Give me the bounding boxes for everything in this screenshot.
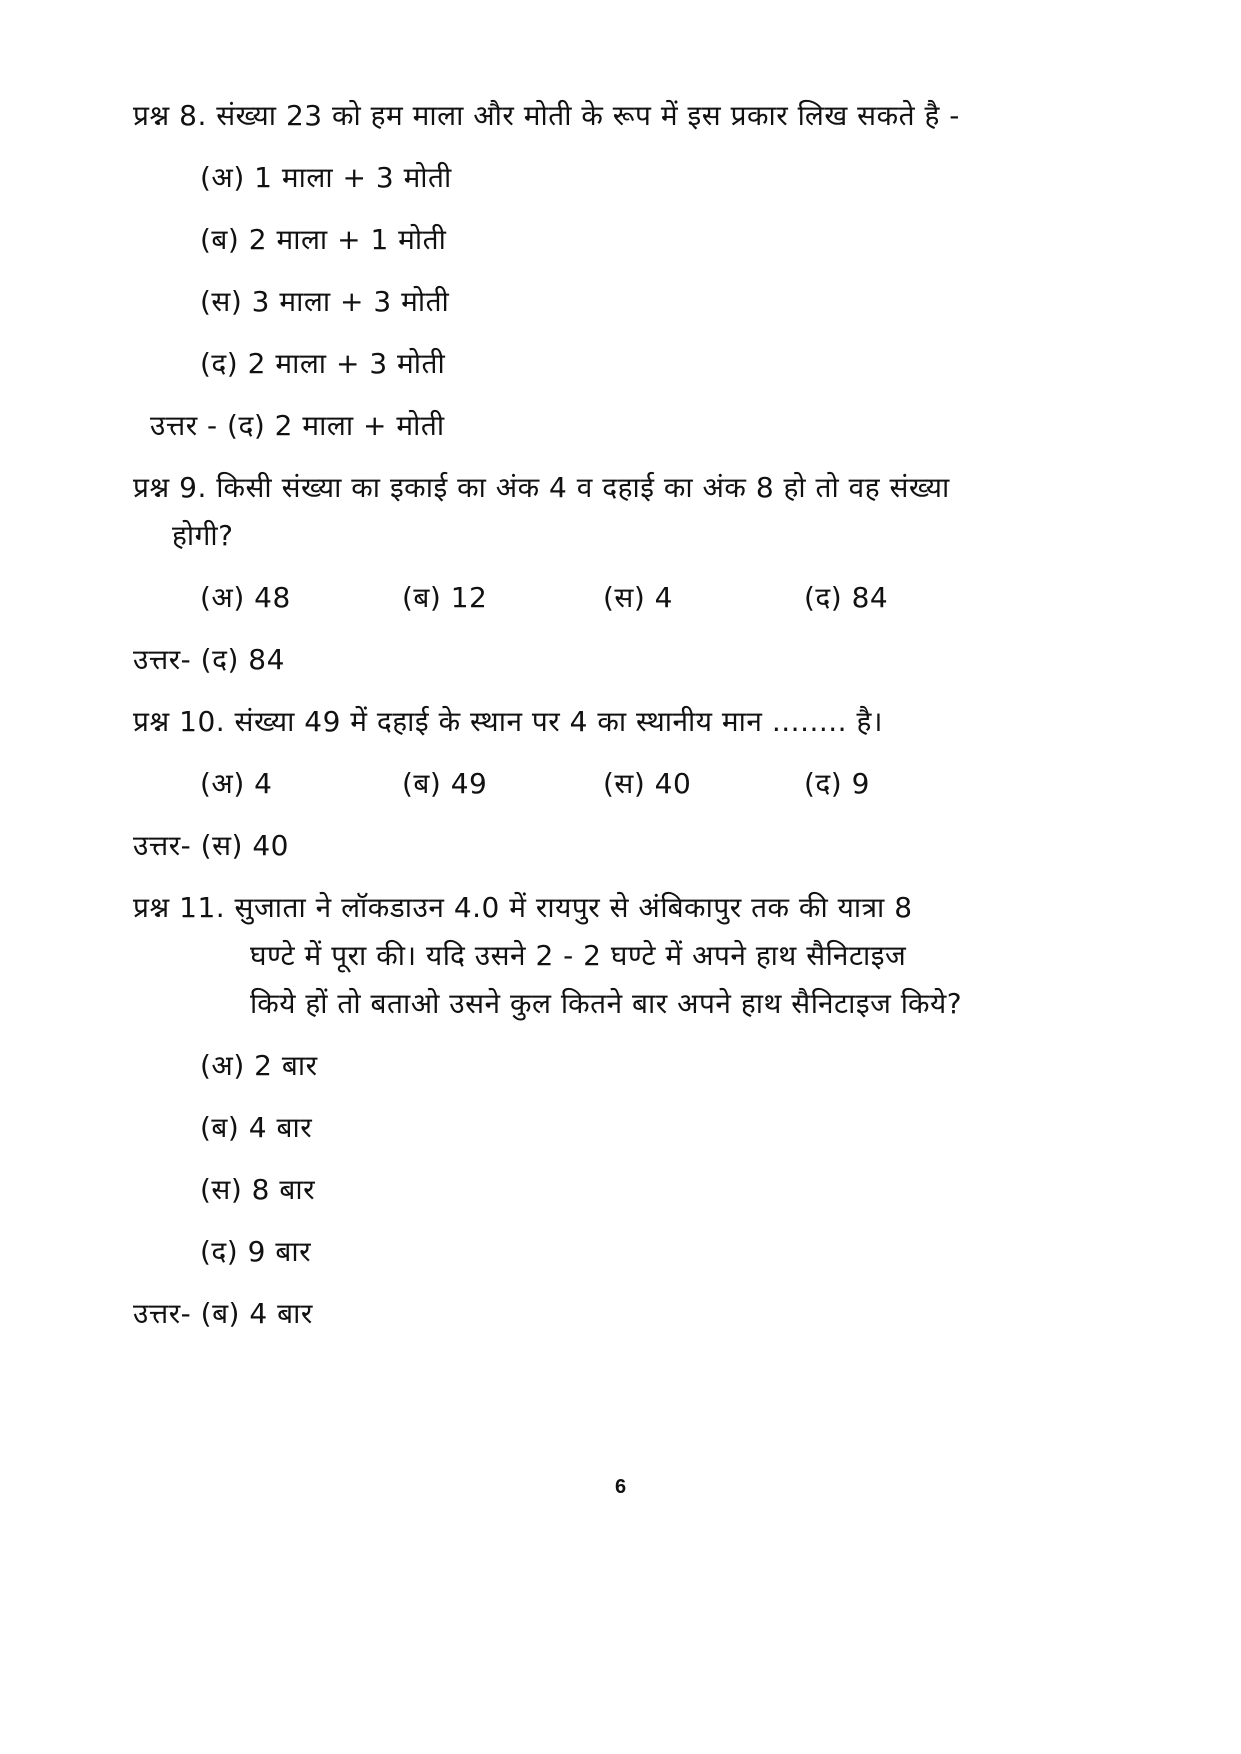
- question-8-text: प्रश्न 8. संख्या 23 को हम माला और मोती के रूप में इस प्रकार लिख सकते है -: [133, 99, 960, 132]
- question-9-option-d: (द) 84: [804, 581, 889, 614]
- question-11-option-a: (अ) 2 बार: [200, 1049, 318, 1082]
- question-11-text-line2: घण्टे में पूरा की। यदि उसने 2 - 2 घण्टे में अपने हाथ सैनिटाइज: [250, 939, 907, 972]
- question-11-option-b: (ब) 4 बार: [200, 1111, 313, 1144]
- question-10-answer: उत्तर- (स) 40: [133, 829, 289, 862]
- question-11-answer: उत्तर- (ब) 4 बार: [133, 1297, 313, 1330]
- question-9-text-line1: प्रश्न 9. किसी संख्या का इकाई का अंक 4 व दहाई का अंक 8 हो तो वह संख्या: [133, 471, 950, 504]
- question-8-option-a: (अ) 1 माला + 3 मोती: [200, 161, 452, 194]
- question-9-answer: उत्तर- (द) 84: [133, 643, 285, 676]
- question-10-option-d: (द) 9: [804, 767, 870, 800]
- question-8-option-c: (स) 3 माला + 3 मोती: [200, 285, 450, 318]
- question-9-option-a: (अ) 48: [200, 581, 291, 614]
- question-9-option-c: (स) 4: [603, 581, 673, 614]
- question-8-option-d: (द) 2 माला + 3 मोती: [200, 347, 446, 380]
- question-9-text-line2: होगी?: [172, 519, 234, 552]
- question-11-text-line3: किये हों तो बताओ उसने कुल कितने बार अपने हाथ सैनिटाइज किये?: [250, 987, 963, 1020]
- question-11-option-c: (स) 8 बार: [200, 1173, 316, 1206]
- question-8-option-b: (ब) 2 माला + 1 मोती: [200, 223, 447, 256]
- page-number: 6: [614, 1476, 627, 1498]
- question-11-text-line1: प्रश्न 11. सुजाता ने लॉकडाउन 4.0 में रायपुर से अंबिकापुर तक की यात्रा 8: [133, 891, 913, 924]
- question-8-answer: उत्तर - (द) 2 माला + मोती: [150, 409, 445, 442]
- question-10-option-a: (अ) 4: [200, 767, 273, 800]
- question-9-option-b: (ब) 12: [402, 581, 488, 614]
- question-10-text: प्रश्न 10. संख्या 49 में दहाई के स्थान पर 4 का स्थानीय मान ........ है।: [133, 705, 883, 738]
- question-10-option-b: (ब) 49: [402, 767, 488, 800]
- question-10-option-c: (स) 40: [603, 767, 692, 800]
- question-11-option-d: (द) 9 बार: [200, 1235, 312, 1268]
